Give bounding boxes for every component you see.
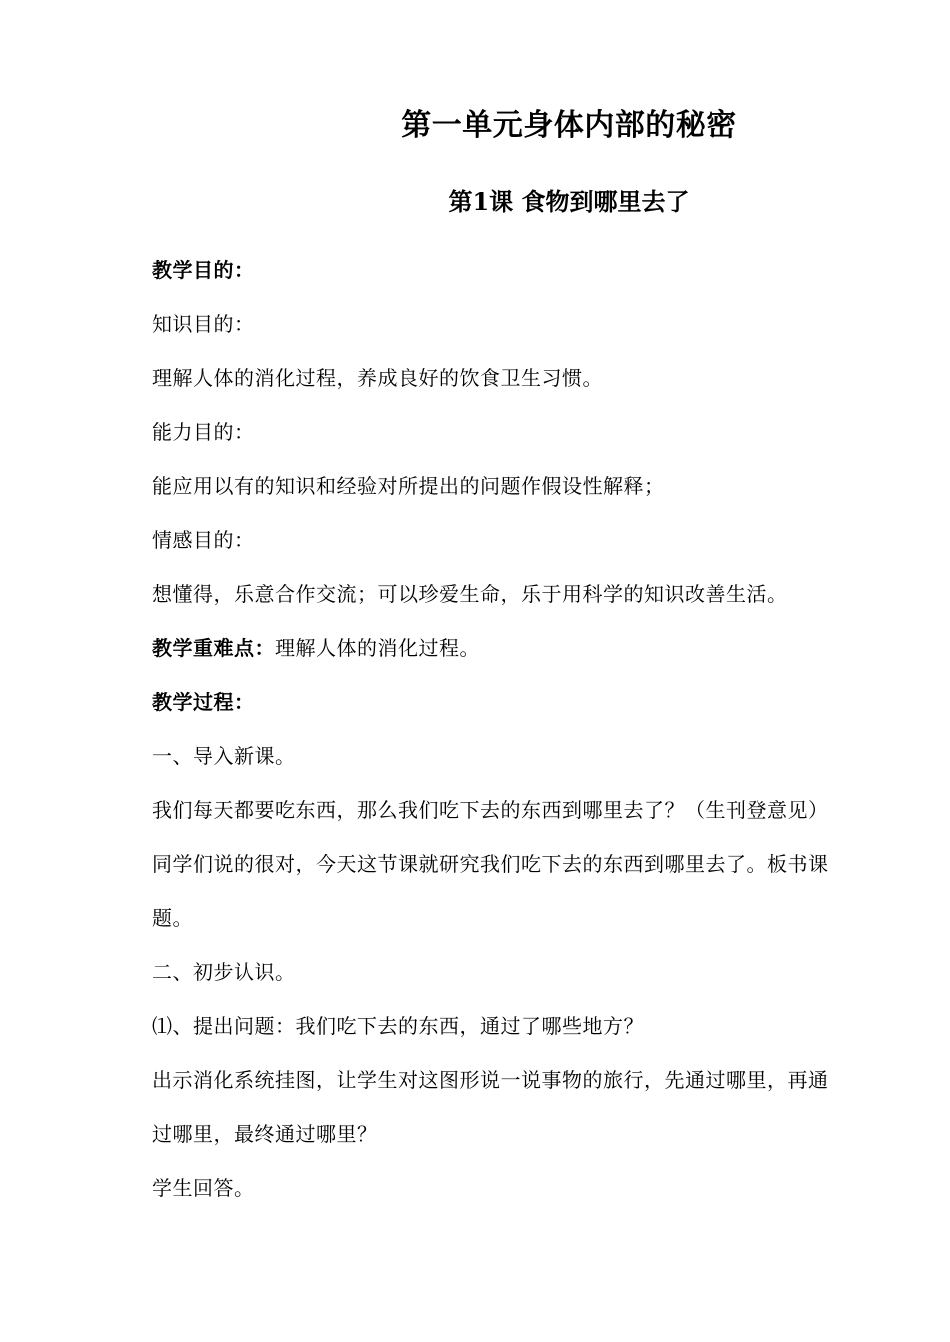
unit-title: 第一单元身体内部的秘密 (401, 108, 737, 143)
key-point-line (152, 635, 888, 661)
ability-heading: 能力目的： (152, 420, 255, 444)
step2-heading: 二、初步认识。 (152, 960, 296, 984)
emotion-heading: 情感目的： (152, 528, 255, 552)
step2-question: ⑴、提出问题：我们吃下去的东西，通过了哪些地方？ (152, 1014, 644, 1038)
step2-paragraph-line-1: 出示消化系统挂图，让学生对这图形说一说事物的旅行，先通过哪里，再通 (152, 1068, 829, 1092)
ability-text: 能应用以有的知识和经验对所提出的问题作假设性解释； (152, 474, 665, 498)
step1-paragraph-1: 我们每天都要吃东西，那么我们吃下去的东西到哪里去了？（生刊登意见） (152, 798, 829, 822)
emotion-text: 想懂得，乐意合作交流；可以珍爱生命，乐于用科学的知识改善生活。 (152, 582, 788, 606)
objectives-heading: 教学目的： (152, 258, 255, 282)
step2-answer: 学生回答。 (152, 1176, 255, 1200)
step1-paragraph-2-line-1: 同学们说的很对，今天这节课就研究我们吃下去的东西到哪里去了。板书课 (152, 852, 829, 876)
lesson-title: 第1课 食物到哪里去了 (448, 187, 690, 216)
step2-paragraph-line-2: 过哪里，最终通过哪里？ (152, 1122, 378, 1146)
knowledge-heading: 知识目的： (152, 312, 255, 336)
key-point-text: 理解人体的消化过程。 (275, 636, 480, 660)
key-point-label: 教学重难点： (152, 636, 275, 660)
knowledge-text: 理解人体的消化过程，养成良好的饮食卫生习惯。 (152, 366, 603, 390)
step1-heading: 一、导入新课。 (152, 744, 296, 768)
process-heading: 教学过程： (152, 690, 255, 714)
step1-paragraph-2-line-2: 题。 (152, 906, 193, 930)
